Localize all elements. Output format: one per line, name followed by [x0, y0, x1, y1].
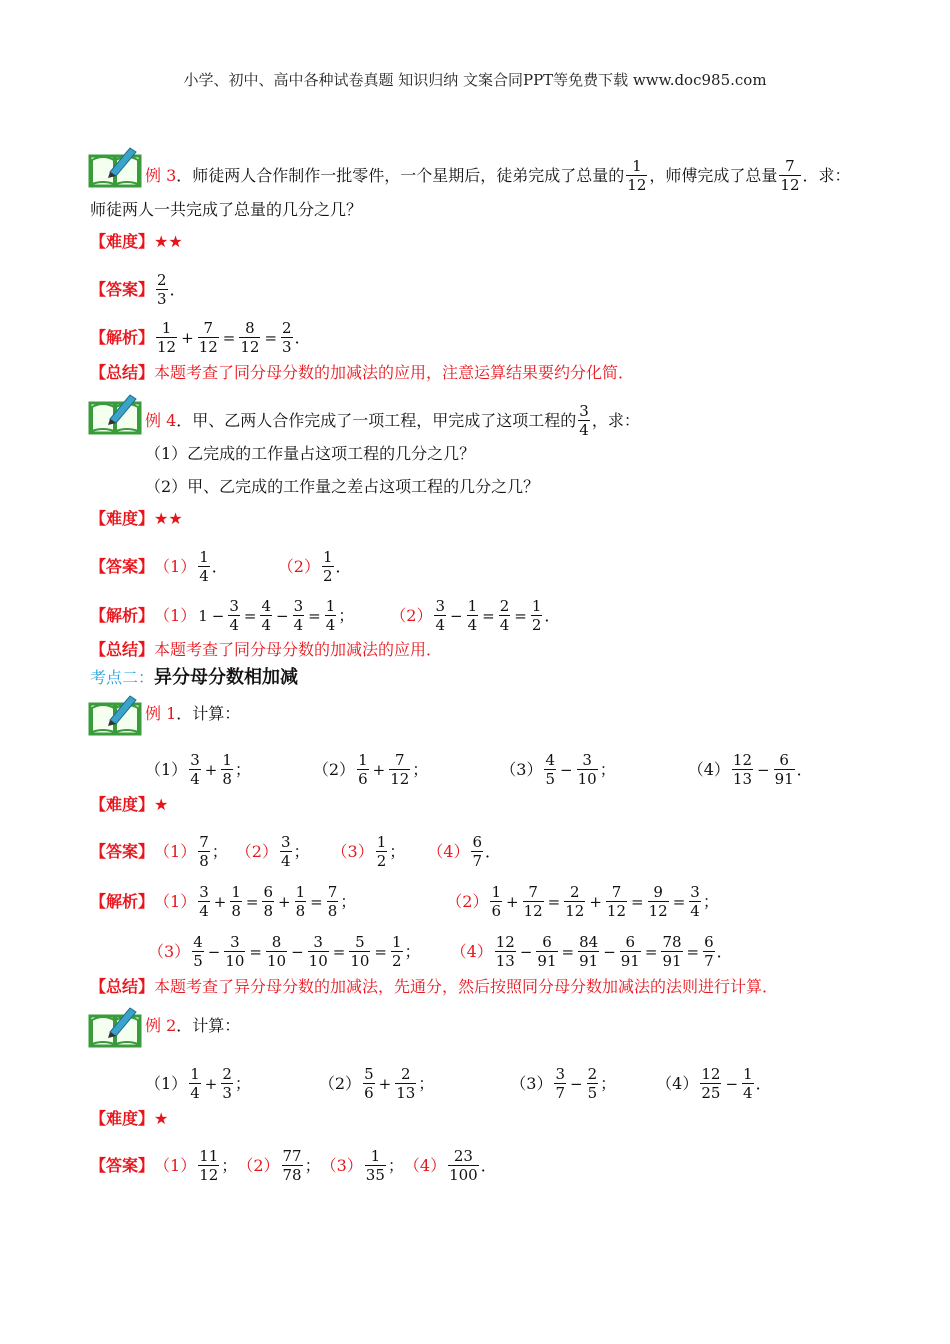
ex3-question-line2: 师徒两人一共完成了总量的几分之几？	[90, 200, 363, 219]
ex4-answer: 【答案】 （1） $\frac{1}{4}$ ． （2） $\frac{1}{2}$ ．	[90, 548, 352, 585]
ex2-problems: （1） $\frac{1}{4}$ + $\frac{2}{3}$ ； （2） $\frac{5}{6}$ + $\frac{2}{13}$ ； （3） $\frac{3}{7}$ − $\frac{2}{5}$ ； （4） $\frac{12}{25}$ − $\frac{1}{4}$ ．	[145, 1065, 772, 1102]
ex4-sub1: （1）乙完成的工作量占这项工程的几分之几？	[145, 444, 476, 463]
ex1-analysis-line1: 【解析】 （1） $\frac{3}{4}$ + $\frac{1}{8}$ = $\frac{6}{8}$ + $\frac{1}{8}$ = $\frac{7}{8}$ ； （2） $\frac{1}{6}$ + $\frac{7}{12}$ = $\frac{2}{12}$ + $\frac{7}{12}$ = $\frac{9}{12}$ = $\frac{3}{4}$ ；	[90, 883, 719, 920]
ex1-summary: 【总结】 本题考查了异分母分数的加减法，先通分，然后按照同分母分数加减法的法则进行计算．	[90, 977, 779, 996]
ex3-answer: 【答案】 $\frac{2}{3}$ ．	[90, 271, 186, 308]
ex1-question: 例 1 ．计算：	[145, 704, 241, 723]
ex1-problems: （1） $\frac{3}{4}$ + $\frac{1}{8}$ ； （2） $\frac{1}{6}$ + $\frac{7}{12}$ ； （3） $\frac{4}{5}$ − $\frac{3}{10}$ ； （4） $\frac{12}{13}$ − $\frac{6}{91}$ ．	[145, 751, 813, 788]
ex3-analysis: 【解析】 $\frac{1}{12}$ + $\frac{7}{12}$ = $\frac{8}{12}$ = $\frac{2}{3}$ ．	[90, 319, 311, 356]
ex2-question: 例 2 ．计算：	[145, 1016, 241, 1035]
kp2-heading: 考点二： 异分母分数相加减	[90, 667, 299, 688]
ex1-answer: 【答案】 （1） $\frac{7}{8}$ ； （2） $\frac{3}{4}$ ； （3） $\frac{1}{2}$ ； （4） $\frac{6}{7}$ ．	[90, 833, 502, 870]
fraction: $\frac{1}{12}$	[627, 157, 647, 194]
ex3-question-line1: 例 3 ．师徒两人合作制作一批零件，一个星期后，徒弟完成了总量的 $\frac{1}{12}$ ，师傅完成了总量 $\frac{7}{12}$ ．求：	[145, 157, 851, 194]
ex3-label: 例 3	[145, 165, 177, 185]
ex4-summary: 【总结】 本题考查了同分母分数的加减法的应用．	[90, 640, 443, 659]
ex2-difficulty: 【难度】 ★	[90, 1109, 169, 1128]
ex1-difficulty: 【难度】 ★	[90, 795, 169, 814]
ex4-sub2: （2）甲、乙完成的工作量之差占这项工程的几分之几？	[145, 477, 540, 496]
ex2-answer: 【答案】 （1） $\frac{11}{12}$ ； （2） $\frac{77}{78}$ ； （3） $\frac{1}{35}$ ； （4） $\frac{23}{100}$ ．	[90, 1147, 497, 1184]
ex1-analysis-line2: （3） $\frac{4}{5}$ − $\frac{3}{10}$ = $\frac{8}{10}$ − $\frac{3}{10}$ = $\frac{5}{10}$ = $\frac{1}{2}$ ； （4） $\frac{12}{13}$ − $\frac{6}{91}$ = $\frac{84}{91}$ − $\frac{6}{91}$ = $\frac{78}{91}$ = $\frac{6}{7}$ ．	[148, 933, 733, 970]
ex3-summary: 【总结】 本题考查了同分母分数的加减法的应用，注意运算结果要约分化简．	[90, 363, 635, 382]
fraction: $\frac{7}{12}$	[780, 157, 800, 194]
ex4-question: 例 4 ．甲、乙两人合作完成了一项工程，甲完成了这项工程的 $\frac{3}{4}$ ，求：	[145, 402, 640, 439]
ex4-analysis: 【解析】 （1） 1 − $\frac{3}{4}$ = $\frac{4}{4}$ − $\frac{3}{4}$ = $\frac{1}{4}$ ； （2） $\frac{3}{4}$ − $\frac{1}{4}$ = $\frac{2}{4}$ = $\frac{1}{2}$ ．	[90, 597, 561, 634]
ex4-difficulty: 【难度】 ★★	[90, 509, 183, 528]
page-header: 小学、初中、高中各种试卷真题 知识归纳 文案合同PPT等免费下载 www.doc985.com	[183, 71, 767, 89]
ex3-difficulty: 【难度】 ★★	[90, 232, 183, 251]
